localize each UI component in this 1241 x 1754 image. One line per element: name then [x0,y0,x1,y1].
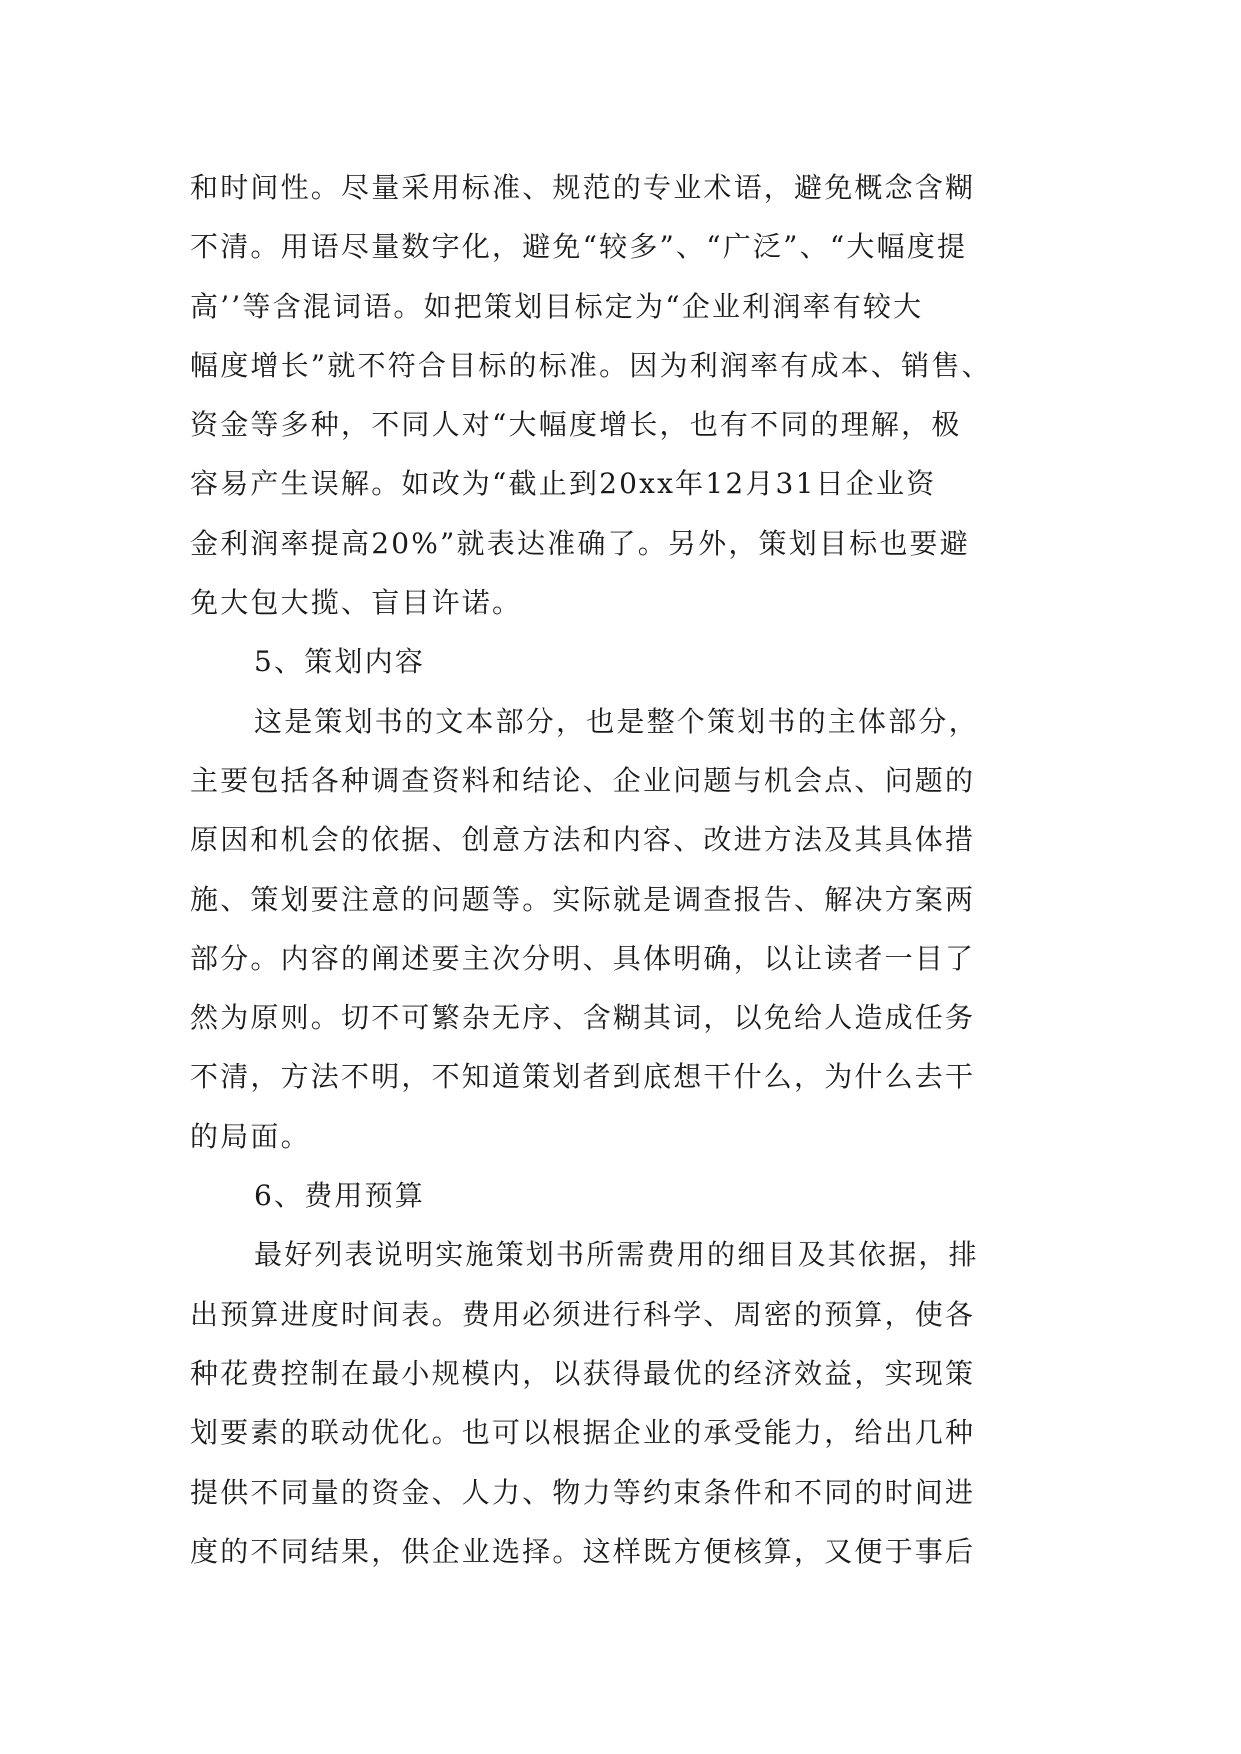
paragraph-first-line: 这是策划书的文本部分，也是整个策划书的主体部分， [254,704,979,738]
text-line: 幅度增长”就不符合目标的标准。因为利润率有成本、销售、 [190,348,992,382]
text-line: 不清，方法不明，不知道策划者到底想干什么，为什么去干 [190,1060,976,1094]
text-line: 施、策划要注意的问题等。实际就是调查报告、解决方案两 [190,882,976,916]
text-line: 的局面。 [190,1119,311,1153]
text-line: 然为原则。切不可繁杂无序、含糊其词，以免给人造成任务 [190,1001,976,1035]
text-line: 金利润率提高20%”就表达准确了。另外，策划目标也要避 [190,526,970,560]
text-line: 出预算进度时间表。费用必须进行科学、周密的预算，使各 [190,1297,976,1331]
document-body [190,158,1070,1581]
text-line: 容易产生误解。如改为“截止到20xx年12月31日企业资 [190,467,937,501]
text-line: 主要包括各种调查资料和结论、企业问题与机会点、问题的 [190,763,976,797]
text-line: 资金等多种，不同人对“大幅度增长，也有不同的理解，极 [190,408,962,442]
text-line: 不清。用语尽量数字化，避免“较多”、“广泛”、“大幅度提 [190,230,968,264]
text-line: 划要素的联动优化。也可以根据企业的承受能力，给出几种 [190,1416,976,1450]
text-line: 高’’等含混词语。如把策划目标定为“企业利润率有较大 [190,289,924,323]
text-line: 原因和机会的依据、创意方法和内容、改进方法及其具体措 [190,823,976,857]
section-heading-budget: 6、费用预算 [254,1179,426,1213]
section-heading-planning-content: 5、策划内容 [254,645,426,679]
paragraph-first-line: 最好列表说明实施策划书所需费用的细目及其依据，排 [254,1238,979,1272]
text-line: 种花费控制在最小规模内，以获得最优的经济效益，实现策 [190,1356,976,1390]
text-line: 部分。内容的阐述要主次分明、具体明确，以让读者一目了 [190,941,976,975]
text-line: 免大包大揽、盲目许诺。 [190,586,523,620]
text-line: 和时间性。尽量采用标准、规范的专业术语，避免概念含糊 [190,171,976,204]
text-line: 提供不同量的资金、人力、物力等约束条件和不同的时间进 [190,1475,976,1509]
text-line: 度的不同结果，供企业选择。这样既方便核算，又便于事后 [190,1534,976,1568]
